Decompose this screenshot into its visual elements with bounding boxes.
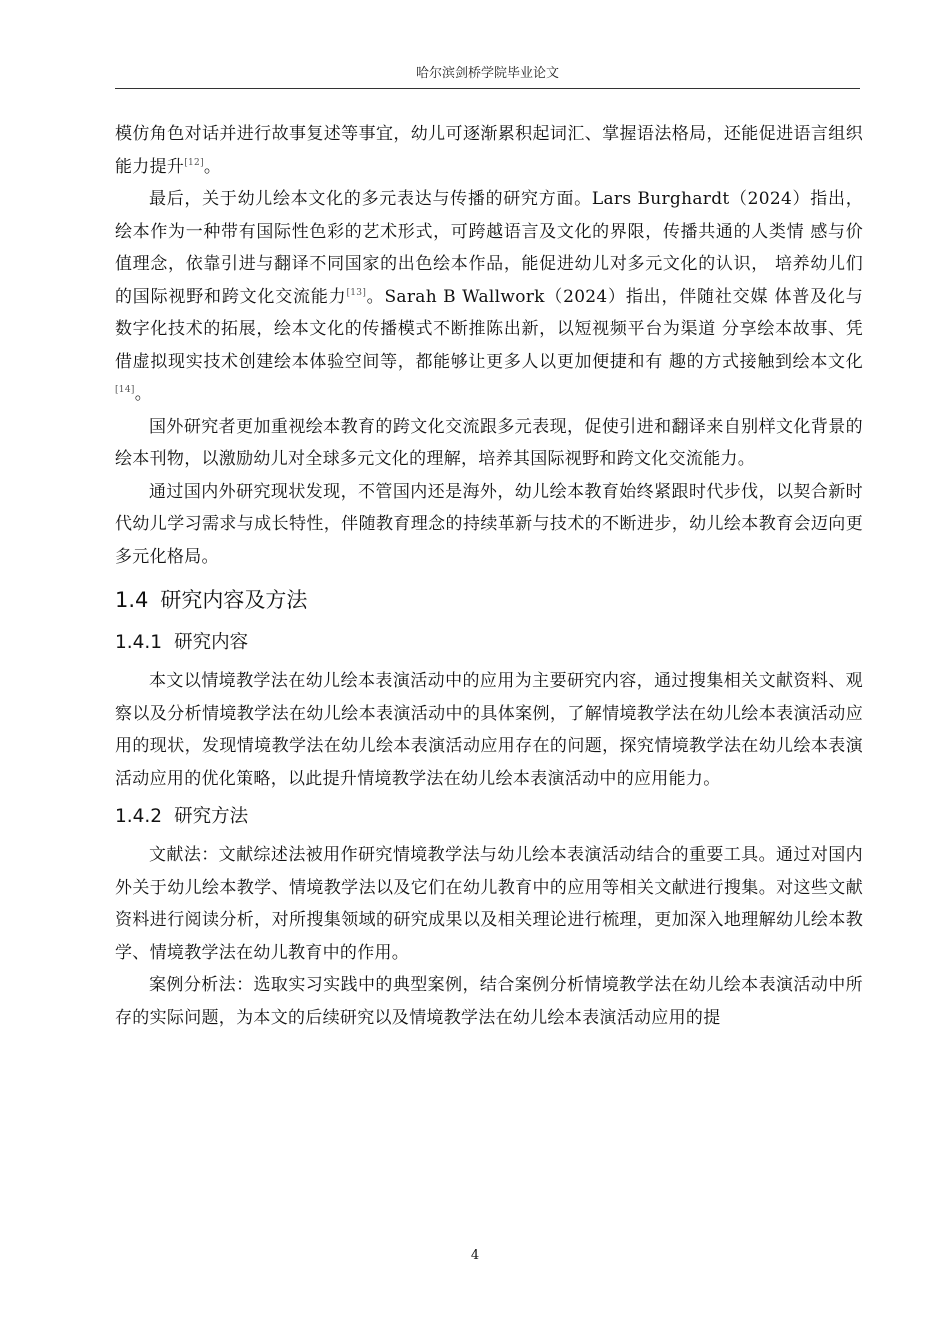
body-content	[115, 118, 863, 1034]
paragraph-summary: 通过国内外研究现状发现，不管国内还是海外，幼儿绘本教育始终紧跟时代步伐，以契合新时代幼儿学习需求与成长特性，伴随教育理念的持续革新与技术的不断进步，幼儿绘本教育会迈向更多元化格局。	[115, 481, 863, 567]
paragraph-research-content: 本文以情境教学法在幼儿绘本表演活动中的应用为主要研究内容，通过搜集相关文献资料、观察以及分析情境教学法在幼儿绘本表演活动中的具体案例，了解情境教学法在幼儿绘本表演活动应用的现状，发现情境教学法在幼儿绘本表演活动应用存在的问题，探究情境教学法在幼儿绘本表演活动应用的优化策略，以此提升情境教学法在幼儿绘本表演活动中的应用能力。	[115, 671, 863, 789]
section-heading	[115, 581, 863, 619]
paragraph-text: 模仿角色对话并进行故事复述等事宜，幼儿可逐渐累积起词汇、掌握语法格局，还能促进语言组织能力提升	[115, 124, 863, 177]
paragraph-foreign-research: 国外研究者更加重视绘本教育的跨文化交流跟多元表现，促使引进和翻译来自别样文化背景的绘本刊物，以激励幼儿对全球多元文化的理解，培养其国际视野和跨文化交流能力。	[115, 416, 863, 469]
citation-ref: [14]	[115, 385, 135, 395]
paragraph-cultural-expression	[115, 183, 863, 411]
paragraph-tail: 。	[203, 156, 222, 177]
page-number: 4	[470, 1248, 480, 1263]
subsection-title: 研究内容	[174, 632, 249, 653]
subsection-number: 1.4.2	[115, 806, 163, 827]
paragraph-continuation	[115, 118, 863, 183]
subsection-heading	[115, 625, 863, 661]
subsection-heading	[115, 799, 863, 835]
paragraph-literature-method: 文献法：文献综述法被用作研究情境教学法与幼儿绘本表演活动结合的重要工具。通过对国内外关于幼儿绘本教学、情境教学法以及它们在幼儿教育中的应用等相关文献进行搜集。对这些文献资料进行阅读分析，对所搜集领域的研究成果以及相关理论进行梳理，更加深入地理解幼儿绘本教学、情境教学法在幼儿教育中的作用。	[115, 845, 863, 963]
citation-ref: [13]	[346, 287, 367, 298]
citation-ref: [12]	[184, 157, 204, 168]
paragraph-tail: 。	[134, 384, 152, 404]
paragraph-text: 最后，关于幼儿绘本文化的多元表达与传播的研究方面。Lars Burghardt（2024）指出， 绘本作为一种带有国际性色彩的艺术形式，可跨越语言及文化的界限，传播共通的人类情 感与价值理念，依靠引进与翻译不同国家的出色绘本作品，能促进幼儿对多元文化的认识， 培养幼儿们的国际视野和跨文化交流能力	[115, 189, 863, 307]
subsection-number: 1.4.1	[115, 632, 163, 653]
section-number: 1.4	[115, 588, 149, 612]
section-title: 研究内容及方法	[160, 588, 308, 612]
subsection-title: 研究方法	[174, 806, 249, 827]
running-header: 哈尔滨剑桥学院毕业论文	[115, 62, 860, 89]
paragraph-text: 。Sarah B Wallwork（2024）指出，伴随社交媒 体普及化与数字化技术的拓展，绘本文化的传播模式不断推陈出新，以短视频平台为渠道 分享绘本故事、凭借虚拟现实技术创建绘本体验空间等，都能够让更多人以更加便捷和有 趣的方式接触到绘本文化	[115, 286, 863, 372]
paragraph-case-method: 案例分析法：选取实习实践中的典型案例，结合案例分析情境教学法在幼儿绘本表演活动中所存的实际问题，为本文的后续研究以及情境教学法在幼儿绘本表演活动应用的提	[115, 975, 863, 1028]
